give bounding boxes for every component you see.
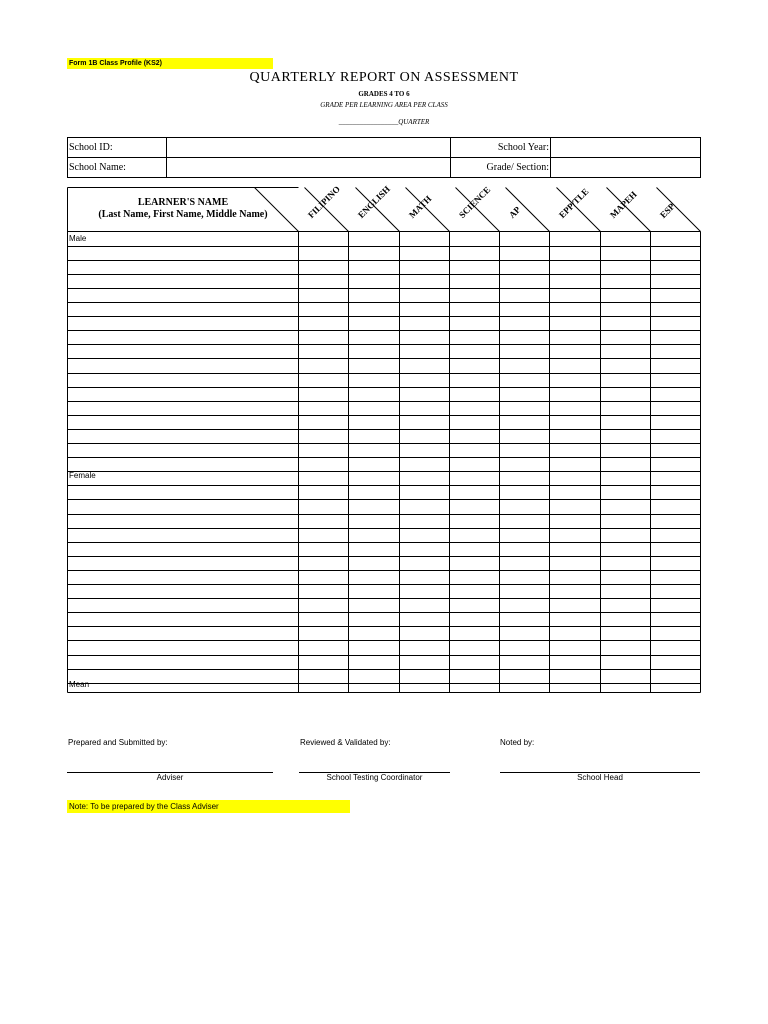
- form-tag: Form 1B Class Profile (KS2): [67, 58, 273, 69]
- male-section-label: Male: [69, 234, 87, 243]
- school-name-label: School Name:: [69, 162, 126, 173]
- quarter-line: _________________QUARTER: [338, 118, 430, 126]
- learner-name-header: [68, 197, 298, 221]
- coordinator-role: School Testing Coordinator: [326, 773, 423, 782]
- learner-name-header-sub: (Last Name, First Name, Middle Name): [98, 209, 268, 220]
- subject-header-esp: ESP: [657, 200, 677, 220]
- subject-header-science: SCIENCE: [456, 184, 492, 220]
- learner-name-header-title: LEARNER'S NAME: [137, 197, 229, 208]
- grades-label: GRADES 4 TO 6: [358, 90, 410, 98]
- subject-header-english: ENGLISH: [355, 183, 392, 220]
- prepared-by-label: Prepared and Submitted by:: [68, 738, 168, 747]
- female-section-label: Female: [69, 471, 96, 480]
- report-subtitle: GRADE PER LEARNING AREA PER CLASS: [320, 101, 448, 109]
- subject-header-epptle: EPP/TLE: [556, 185, 591, 220]
- subject-header-math: MATH: [406, 193, 433, 220]
- adviser-role: Adviser: [156, 773, 184, 782]
- school-year-label: School Year:: [497, 142, 549, 153]
- mean-row-label: Mean: [69, 680, 90, 689]
- noted-by-label: Noted by:: [500, 738, 535, 747]
- report-title: QUARTERLY REPORT ON ASSESSMENT: [249, 70, 519, 85]
- grade-section-label: Grade/ Section:: [486, 162, 549, 173]
- head-role: School Head: [577, 773, 623, 782]
- subject-header-filipino: FILIPINO: [305, 183, 342, 220]
- adviser-note: Note: To be prepared by the Class Adviser: [67, 800, 350, 813]
- reviewed-by-label: Reviewed & Validated by:: [300, 738, 391, 747]
- school-id-label: School ID:: [69, 142, 113, 153]
- subject-header-ap: AP: [506, 203, 522, 220]
- subject-header-mapeh: MAPEH: [607, 188, 639, 220]
